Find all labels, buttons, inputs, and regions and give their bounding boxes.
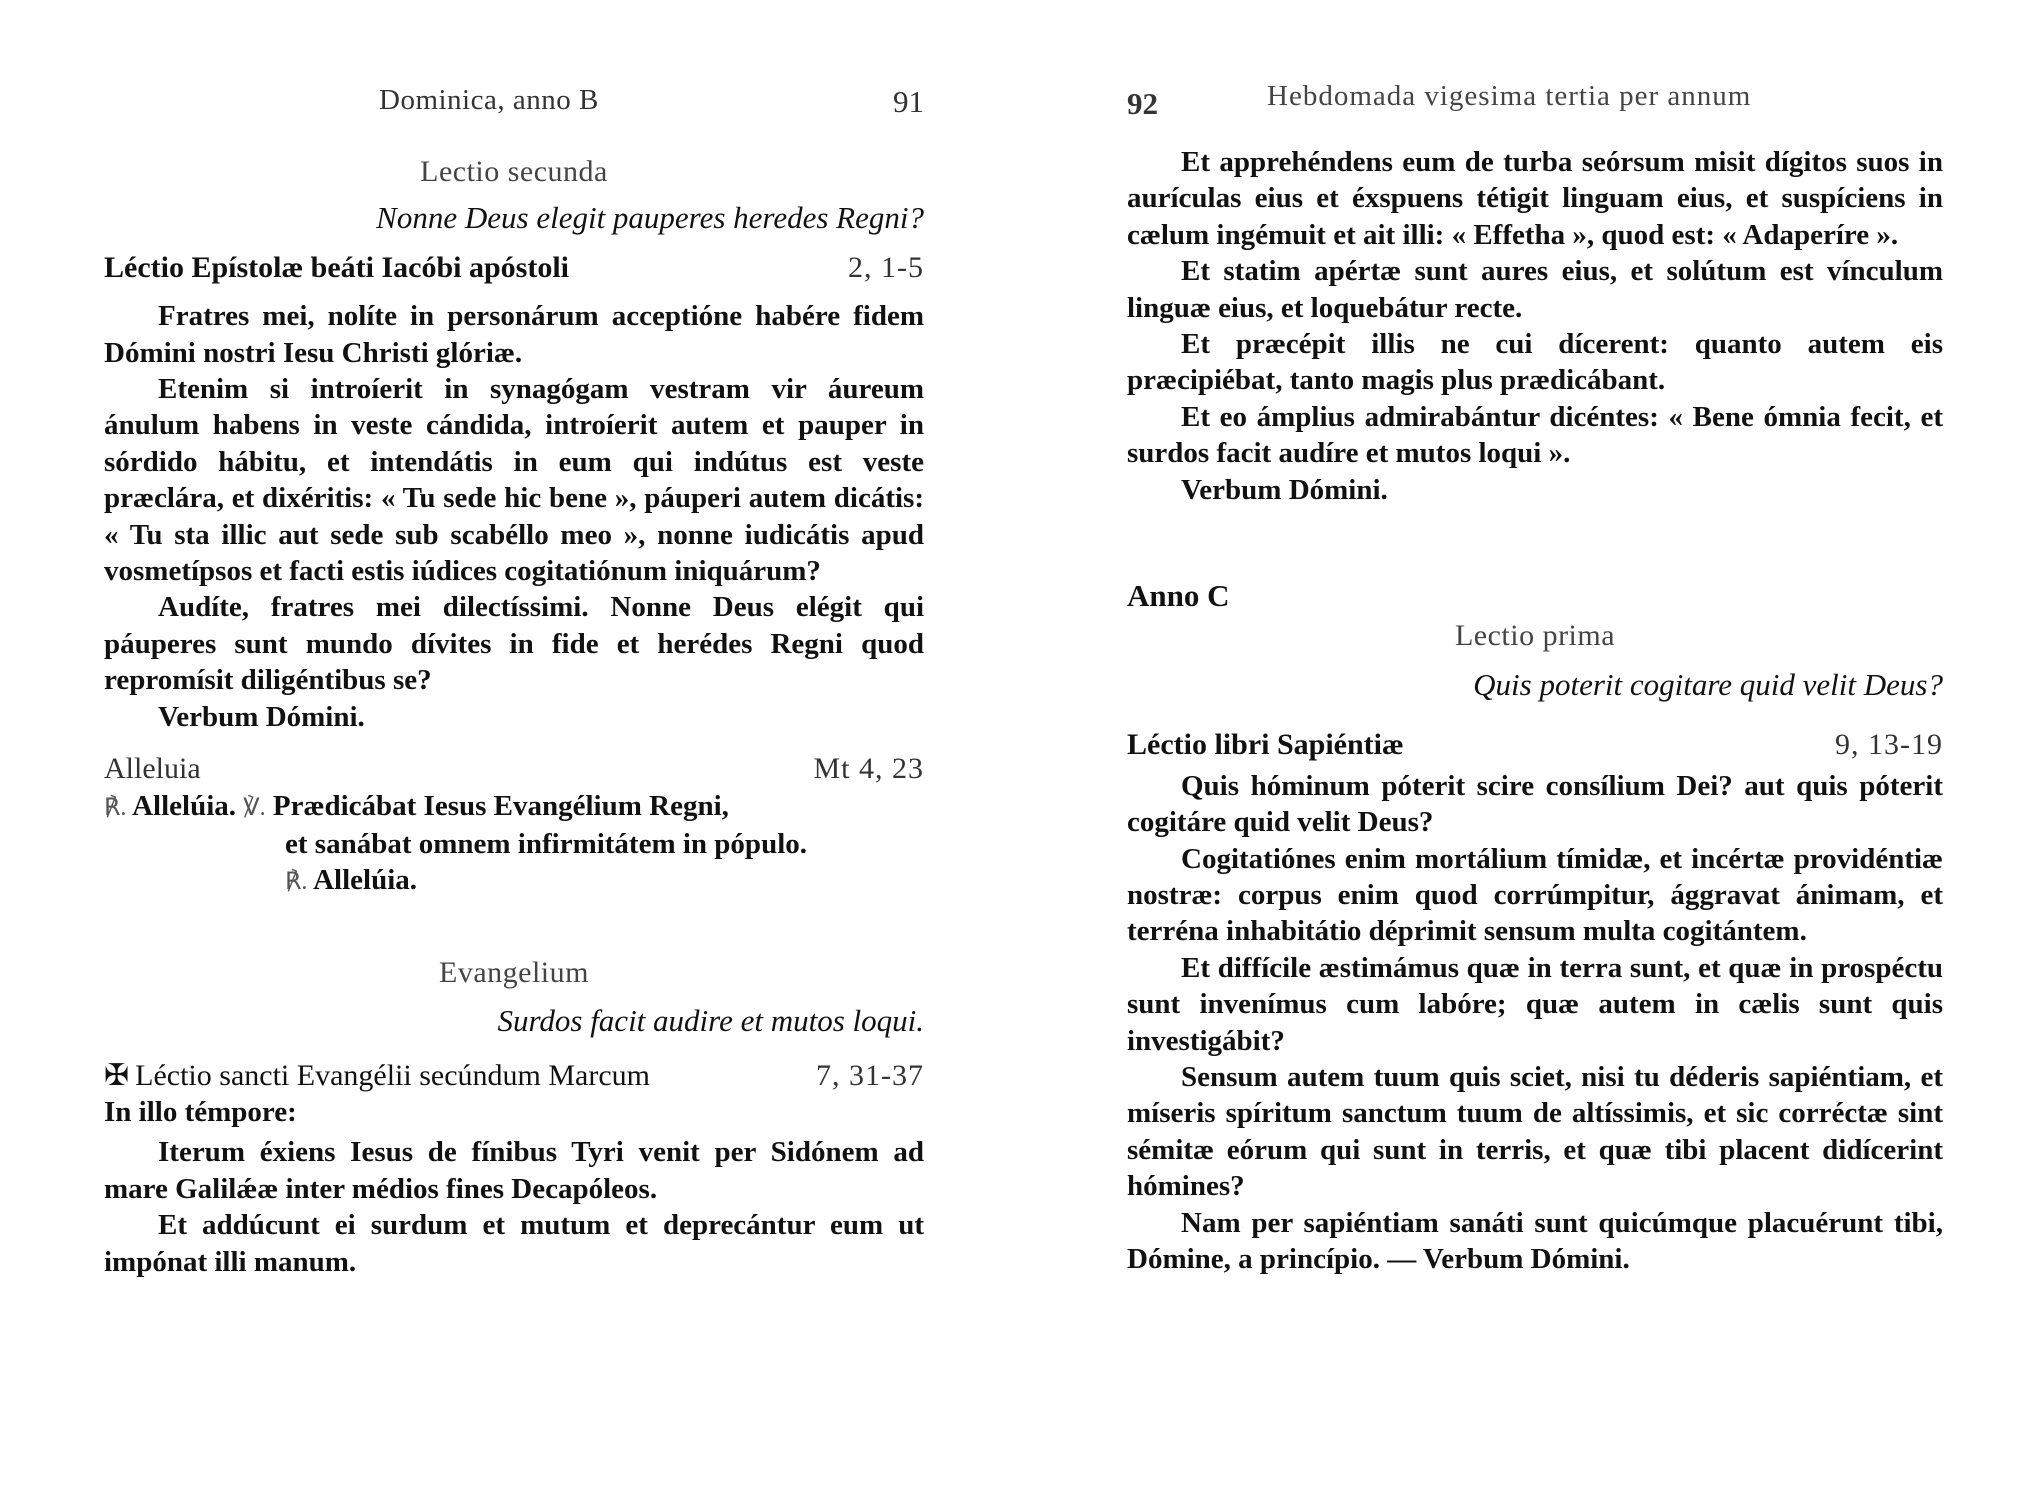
reading-paragraph: Nam per sapiéntiam sanáti sunt quicúmque placuérunt tibi, Dómine, a princípio. — Verbum Dómini. bbox=[1127, 1206, 1943, 1275]
gospel-body bbox=[104, 1134, 924, 1280]
reading-paragraph: Et eo ámplius admirabántur dicéntes: « Bene ómnia fecit, et surdos facit audíre et mutos loqui ». bbox=[1127, 400, 1943, 470]
reading-heading-title: Léctio Epístolæ beáti Iacóbi apóstoli bbox=[104, 250, 570, 284]
running-head-title: Hebdomada vigesima tertia per annum bbox=[1267, 80, 1752, 112]
reading-heading bbox=[1127, 727, 1943, 763]
reading-paragraph: Cogitatiónes enim mortálium tímidæ, et incértæ providéntiæ nostræ: corpus enim quod corrúmpitur, ággravat ánimam, et terréna inhabitátio déprimit sensum multa cogitántem. bbox=[1127, 842, 1943, 948]
page-number: 91 bbox=[893, 84, 924, 119]
versicle-line: Prædicábat Iesus Evangélium Regni, bbox=[272, 789, 729, 822]
reading-paragraph: Et præcépit illis ne cui dícerent: quanto autem eis præcipiébat, tanto magis plus prædicábant. bbox=[1127, 328, 1943, 397]
reading-paragraph: Et statim apértæ sunt aures eius, et solútum est vínculum linguæ eius, et loquebátur recte. bbox=[1127, 255, 1943, 324]
scripture-reference: 7, 31-37 bbox=[816, 1058, 924, 1092]
reading-closing: Verbum Dómini. bbox=[158, 700, 365, 733]
reading-theme: Quis poterit cogitare quid velit Deus? bbox=[1473, 666, 1943, 702]
gospel-heading bbox=[104, 1058, 924, 1094]
reading-paragraph: Sensum autem tuum quis sciet, nisi tu déderis sapiéntiam, et míseris spíritum sanctum tuum de altíssimis, et sic corréctæ sint sémitæ eórum qui sunt in terris, et quæ tibi placent didícerint hómines? bbox=[1127, 1060, 1943, 1203]
alleluia-heading bbox=[104, 751, 924, 787]
reading-paragraph: Iterum éxiens Iesus de fínibus Tyri venit per Sidónem ad mare Galilǽæ inter médios fines Decapóleos. bbox=[104, 1136, 924, 1205]
reading-heading-title: Léctio sancti Evangélii secúndum Marcum bbox=[135, 1058, 650, 1092]
reading-paragraph: Fratres mei, nolíte in personárum acceptióne habére fidem Dómini nostri Iesu Christi glóriæ. bbox=[104, 300, 924, 369]
versicle-symbol: ℣. bbox=[243, 794, 266, 821]
reading-paragraph: Audíte, fratres mei dilectíssimi. Nonne Deus elégit qui páuperes sunt mundo dívites in fide et herédes Regni quod repromísit diligéntibus se? bbox=[104, 591, 924, 697]
reading-body bbox=[104, 298, 924, 735]
reading-heading-title: Léctio libri Sapiéntiæ bbox=[1127, 728, 1404, 762]
section-title: Lectio prima bbox=[1454, 619, 1616, 653]
versicle-line: et sanábat omnem infirmitátem in pópulo. bbox=[285, 827, 807, 860]
gospel-intro: In illo témpore: bbox=[104, 1095, 297, 1128]
alleluia-reference: Mt 4, 23 bbox=[813, 752, 924, 786]
reading-paragraph: Et apprehéndens eum de turba seórsum misit dígitos suos in aurículas eius et éxspuens tétigit linguam eius, et suspíciens in cælum ingémuit et ait illi: « Effetha », quod est: « Adaperíre ». bbox=[1127, 146, 1943, 251]
year-heading: Anno C bbox=[1127, 578, 1230, 614]
response-text: Allelúia. bbox=[132, 789, 236, 822]
reading-body bbox=[1127, 768, 1943, 1278]
reading-theme: Nonne Deus elegit pauperes heredes Regni? bbox=[376, 200, 924, 236]
running-head bbox=[1127, 80, 1943, 124]
response-text: Allelúia. bbox=[313, 864, 417, 897]
scripture-reference: 2, 1-5 bbox=[848, 250, 924, 284]
reading-closing: Verbum Dómini. bbox=[1181, 473, 1388, 506]
running-head-title: Dominica, anno B bbox=[379, 84, 599, 116]
alleluia-verse bbox=[104, 788, 924, 901]
alleluia-label: Alleluia bbox=[104, 752, 201, 786]
cross-icon: ✠ bbox=[104, 1058, 130, 1092]
reading-paragraph: Et addúcunt ei surdum et mutum et deprecántur eum ut impónat illi manum. bbox=[104, 1209, 924, 1278]
running-head bbox=[104, 84, 924, 124]
reading-paragraph: Quis hóminum póterit scire consílium Dei? aut quis póterit cogitáre quid velit Deus? bbox=[1127, 769, 1943, 839]
section-title: Lectio secunda bbox=[420, 155, 608, 188]
right-page-text bbox=[1127, 144, 1943, 1277]
response-symbol: ℟. bbox=[285, 869, 308, 896]
gospel-continuation bbox=[1127, 144, 1943, 508]
reading-paragraph: Et diffícile æstimámus quæ in terra sunt, et quæ in prospéctu sunt invenímus cum labóre; quæ autem in cælis sunt quis investigábit? bbox=[1127, 951, 1943, 1057]
reading-paragraph: Etenim si introíerit in synagógam vestram vir áureum ánulum habens in veste cándida, introíerit autem et pauper in sórdido hábitu, et intendátis in eum qui indútus est veste præclára, et dixéritis: « Tu sede hic bene », páuperi autem dicátis: « Tu sta illic aut sede sub scabéllo meo », nonne iudicátis apud vosmetípsos et facti estis iúdices cogitatiónum iniquárum? bbox=[104, 373, 924, 588]
reading-theme: Surdos facit audire et mutos loqui. bbox=[497, 1003, 924, 1039]
left-page-text bbox=[104, 154, 924, 1280]
reading-heading bbox=[104, 250, 924, 286]
scripture-reference: 9, 13-19 bbox=[1835, 728, 1943, 762]
section-title: Evangelium bbox=[439, 955, 589, 989]
page-number: 92 bbox=[1127, 86, 1158, 121]
response-symbol: ℟. bbox=[104, 794, 127, 821]
